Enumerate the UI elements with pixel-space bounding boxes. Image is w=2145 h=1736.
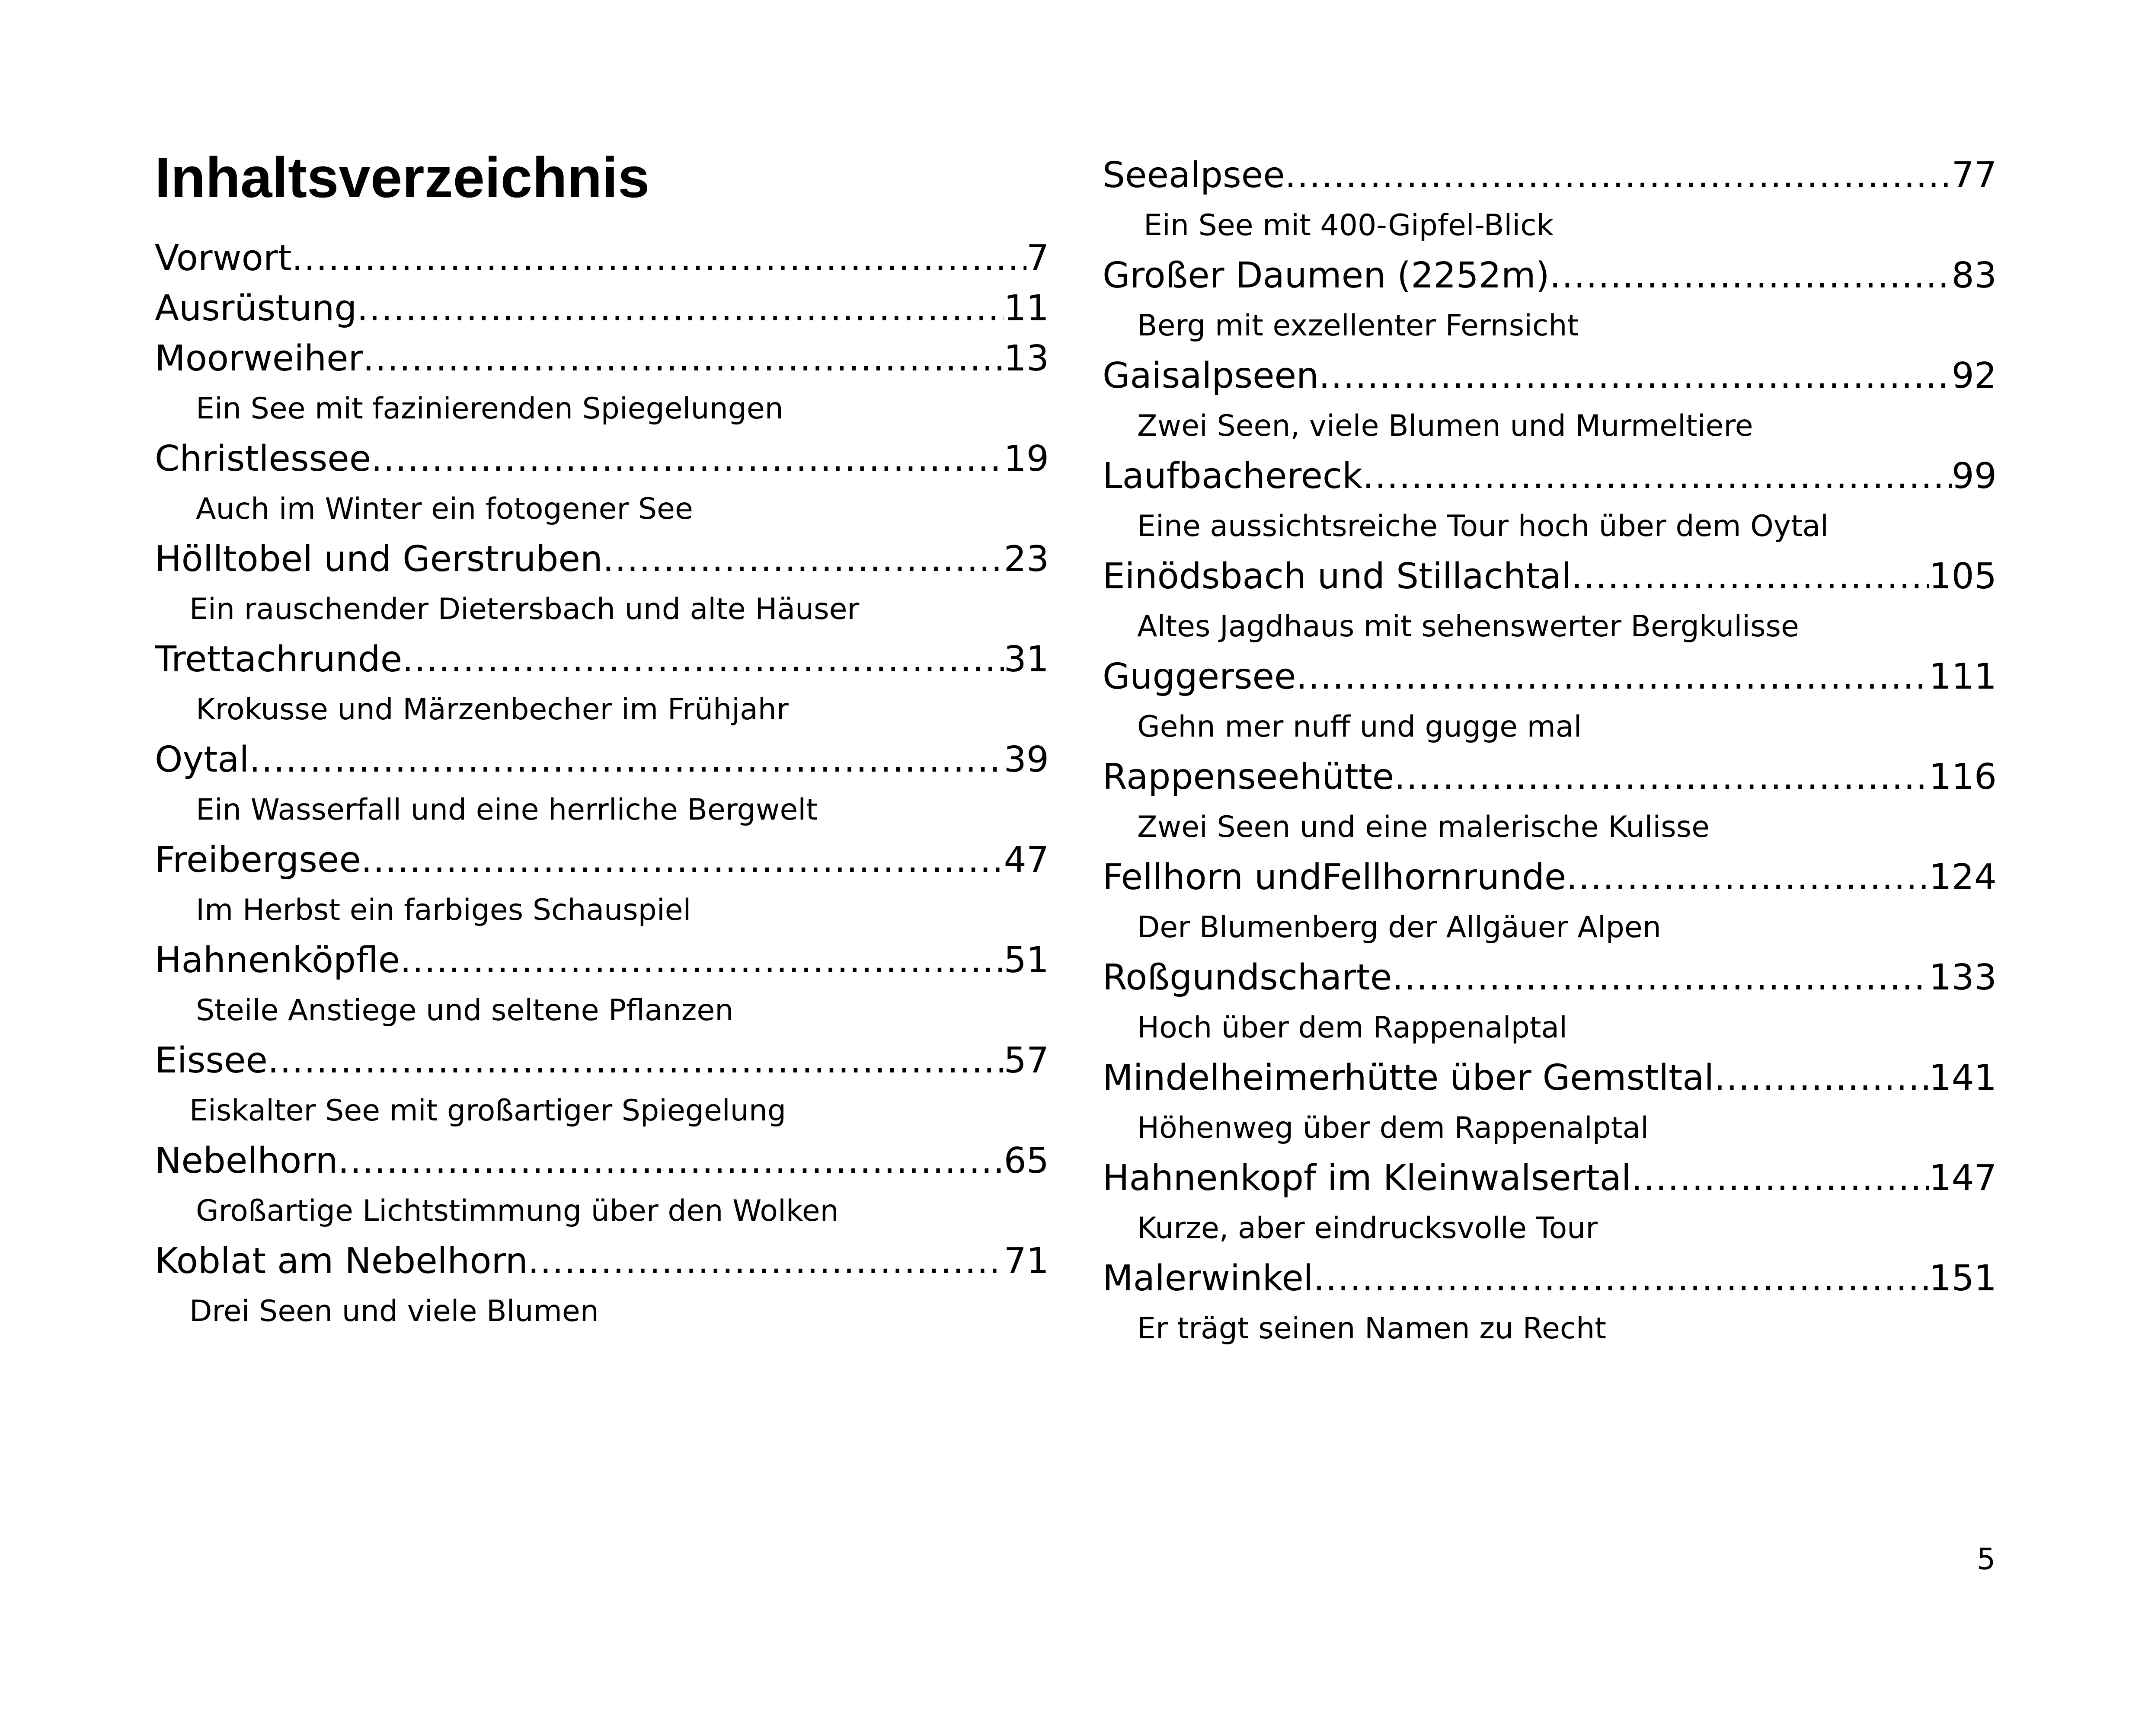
toc-entry-subtitle: Großartige Lichtstimmung über den Wolken <box>196 1194 839 1228</box>
toc-entry-row <box>155 835 1049 885</box>
toc-entry-page-number: 39 <box>1004 739 1049 780</box>
toc-entry <box>155 534 1049 635</box>
toc-entry-page-number: 71 <box>1004 1241 1049 1282</box>
toc-entry <box>155 935 1049 1036</box>
toc-dot-leader <box>402 635 1004 685</box>
toc-entry <box>1103 1153 1997 1254</box>
toc-entry-row <box>1103 1053 1997 1103</box>
toc-entry <box>1103 150 1997 251</box>
toc-entry-subtitle: Berg mit exzellenter Fernsicht <box>1137 309 1579 343</box>
toc-entry-subtitle: Steile Anstiege und seltene Pflanzen <box>196 993 734 1028</box>
toc-entry-title: Nebelhorn <box>155 1140 338 1181</box>
toc-entry-title: Seealpsee <box>1103 155 1285 196</box>
toc-entry-page-number: 105 <box>1929 556 1997 597</box>
toc-entry-subtitle: Kurze, aber eindrucksvolle Tour <box>1137 1211 1598 1245</box>
toc-entry-title: Einödsbach und Stillachtal <box>1103 556 1572 597</box>
toc-entry <box>155 835 1049 935</box>
toc-entry <box>1103 351 1997 451</box>
toc-entry-row <box>1103 1254 1997 1304</box>
toc-entry-subtitle: Eine aussichtsreiche Tour hoch über dem Oytal <box>1137 509 1829 543</box>
toc-entry-row <box>155 434 1049 484</box>
toc-entry-title: Oytal <box>155 739 249 780</box>
toc-entry-row <box>155 1136 1049 1186</box>
toc-entry-page-number: 47 <box>1004 839 1049 881</box>
toc-entry-row <box>1103 552 1997 602</box>
toc-entry-row <box>155 735 1049 785</box>
toc-entry <box>155 635 1049 735</box>
toc-dot-leader <box>1319 351 1952 401</box>
toc-dot-leader <box>1285 150 1952 201</box>
toc-entry-subtitle: Altes Jagdhaus mit sehenswerter Bergkulisse <box>1137 610 1799 644</box>
toc-entry-title: Vorwort <box>155 238 292 279</box>
toc-entry-subtitle: Höhenweg über dem Rappenalptal <box>1137 1111 1649 1145</box>
toc-entry-row <box>155 284 1049 334</box>
toc-entry-page-number: 51 <box>1004 940 1049 981</box>
toc-entry <box>1103 852 1997 953</box>
toc-dot-leader <box>361 835 1004 885</box>
toc-entry-title: Koblat am Nebelhorn <box>155 1241 528 1282</box>
toc-entry-row <box>155 1036 1049 1086</box>
toc-entry-title: Freibergsee <box>155 839 361 881</box>
toc-entry-subtitle: Hoch über dem Rappenalptal <box>1137 1011 1567 1045</box>
toc-entry <box>1103 953 1997 1053</box>
toc-entry-row <box>1103 1153 1997 1203</box>
toc-entry-row <box>155 334 1049 384</box>
toc-entry-row <box>155 935 1049 986</box>
toc-entry <box>1103 552 1997 652</box>
toc-entry-page-number: 151 <box>1929 1258 1997 1299</box>
toc-dot-leader <box>1296 652 1929 702</box>
toc-entry-subtitle: Krokusse und Märzenbecher im Frühjahr <box>196 692 789 727</box>
toc-entry-page-number: 77 <box>1951 155 1997 196</box>
toc-entry <box>155 334 1049 434</box>
toc-entry-title: Moorweiher <box>155 338 363 379</box>
toc-entry <box>155 233 1049 284</box>
toc-entry-row <box>155 233 1049 284</box>
toc-entry-row <box>1103 451 1997 501</box>
toc-column-right <box>1103 150 1997 1354</box>
toc-entry-title: Hahnenkopf im Kleinwalsertal <box>1103 1158 1631 1199</box>
toc-entry-title: Großer Daumen (2252m) <box>1103 255 1550 296</box>
toc-dot-leader <box>603 534 1004 584</box>
toc-entry <box>1103 1053 1997 1153</box>
toc-dot-leader <box>357 284 1004 334</box>
toc-entry <box>155 1036 1049 1136</box>
toc-entry-title: Trettachrunde <box>155 639 403 680</box>
toc-entry-subtitle: Der Blumenberg der Allgäuer Alpen <box>1137 910 1661 945</box>
toc-entry-subtitle: Ein Wasserfall und eine herrliche Bergwelt <box>196 793 818 827</box>
toc-entry-row <box>155 1236 1049 1286</box>
toc-dot-leader <box>400 935 1004 986</box>
toc-dot-leader <box>1392 953 1929 1003</box>
toc-entry-title: Rappenseehütte <box>1103 756 1394 798</box>
toc-entry <box>155 1236 1049 1337</box>
toc-entry-title: Mindelheimerhütte über Gemstltal <box>1103 1057 1714 1098</box>
toc-entry <box>1103 1254 1997 1354</box>
toc-dot-leader <box>268 1036 1004 1086</box>
toc-entry-subtitle: Er trägt seinen Namen zu Recht <box>1137 1312 1606 1346</box>
toc-dot-leader <box>528 1236 1004 1286</box>
toc-dot-leader <box>363 334 1004 384</box>
toc-entry-subtitle: Zwei Seen, viele Blumen und Murmeltiere <box>1137 409 1753 443</box>
toc-entry <box>1103 752 1997 852</box>
toc-entry-title: Fellhorn undFellhornrunde <box>1103 857 1566 898</box>
toc-entry-title: Roßgundscharte <box>1103 957 1392 998</box>
toc-entry <box>155 1136 1049 1236</box>
toc-dot-leader <box>292 233 1026 284</box>
toc-entry-title: Christlessee <box>155 438 371 479</box>
toc-entry-row <box>155 635 1049 685</box>
toc-entry-page-number: 92 <box>1951 355 1997 396</box>
toc-entry-title: Malerwinkel <box>1103 1258 1314 1299</box>
page-number: 5 <box>1977 1542 1996 1576</box>
toc-entry <box>1103 652 1997 752</box>
toc-entry-row <box>1103 150 1997 201</box>
toc-dot-leader <box>1714 1053 1929 1103</box>
toc-dot-leader <box>1314 1254 1929 1304</box>
toc-dot-leader <box>249 735 1004 785</box>
toc-dot-leader <box>1566 852 1929 903</box>
toc-dot-leader <box>1571 552 1929 602</box>
toc-dot-leader <box>1550 251 1952 301</box>
toc-entry-subtitle: Ein See mit fazinierenden Spiegelungen <box>196 392 783 426</box>
toc-entry-row <box>1103 852 1997 903</box>
toc-entry <box>155 284 1049 334</box>
toc-column-left <box>155 233 1049 1337</box>
toc-entry-row <box>155 534 1049 584</box>
toc-entry <box>155 434 1049 534</box>
toc-entry-title: Gaisalpseen <box>1103 355 1319 396</box>
toc-entry-page-number: 31 <box>1004 639 1049 680</box>
toc-entry-page-number: 11 <box>1004 288 1049 329</box>
toc-entry-title: Ausrüstung <box>155 288 357 329</box>
toc-entry-row <box>1103 652 1997 702</box>
toc-entry-page-number: 57 <box>1004 1040 1049 1081</box>
toc-entry-title: Guggersee <box>1103 656 1296 697</box>
toc-entry-page-number: 23 <box>1004 539 1049 580</box>
toc-entry-page-number: 141 <box>1929 1057 1997 1098</box>
toc-entry-row <box>1103 752 1997 802</box>
toc-entry-title: Hölltobel und Gerstruben <box>155 539 603 580</box>
toc-entry-page-number: 111 <box>1929 656 1997 697</box>
toc-entry-page-number: 147 <box>1929 1158 1997 1199</box>
toc-entry-title: Laufbachereck <box>1103 456 1363 497</box>
toc-entry-page-number: 116 <box>1929 756 1997 798</box>
toc-entry-row <box>1103 351 1997 401</box>
toc-entry-subtitle: Ein rauschender Dietersbach und alte Häuser <box>189 592 860 626</box>
toc-entry-title: Eissee <box>155 1040 268 1081</box>
toc-entry <box>1103 251 1997 351</box>
toc-entry-title: Hahnenköpfle <box>155 940 400 981</box>
toc-entry-subtitle: Gehn mer nuff und gugge mal <box>1137 710 1582 744</box>
toc-dot-leader <box>1363 451 1952 501</box>
toc-dot-leader <box>371 434 1004 484</box>
toc-entry-page-number: 65 <box>1004 1140 1049 1181</box>
toc-entry-page-number: 19 <box>1004 438 1049 479</box>
toc-dot-leader <box>1394 752 1929 802</box>
toc-entry-page-number: 13 <box>1004 338 1049 379</box>
page-title: Inhaltsverzeichnis <box>155 146 650 209</box>
toc-entry-page-number: 133 <box>1929 957 1997 998</box>
toc-entry-subtitle: Ein See mit 400-Gipfel-Blick <box>1144 208 1554 243</box>
toc-entry-row <box>1103 251 1997 301</box>
toc-entry-subtitle: Auch im Winter ein fotogener See <box>196 492 693 526</box>
toc-entry-row <box>1103 953 1997 1003</box>
toc-dot-leader <box>1631 1153 1929 1203</box>
toc-entry-subtitle: Drei Seen und viele Blumen <box>189 1294 599 1328</box>
toc-dot-leader <box>338 1136 1004 1186</box>
toc-entry-subtitle: Eiskalter See mit großartiger Spiegelung <box>189 1094 786 1128</box>
toc-entry-subtitle: Im Herbst ein farbiges Schauspiel <box>196 893 691 927</box>
toc-entry-page-number: 83 <box>1951 255 1997 296</box>
toc-entry-subtitle: Zwei Seen und eine malerische Kulisse <box>1137 810 1710 844</box>
toc-entry-page-number: 99 <box>1951 456 1997 497</box>
toc-entry <box>155 735 1049 835</box>
toc-entry <box>1103 451 1997 552</box>
toc-entry-page-number: 124 <box>1929 857 1997 898</box>
toc-entry-page-number: 7 <box>1026 238 1049 279</box>
